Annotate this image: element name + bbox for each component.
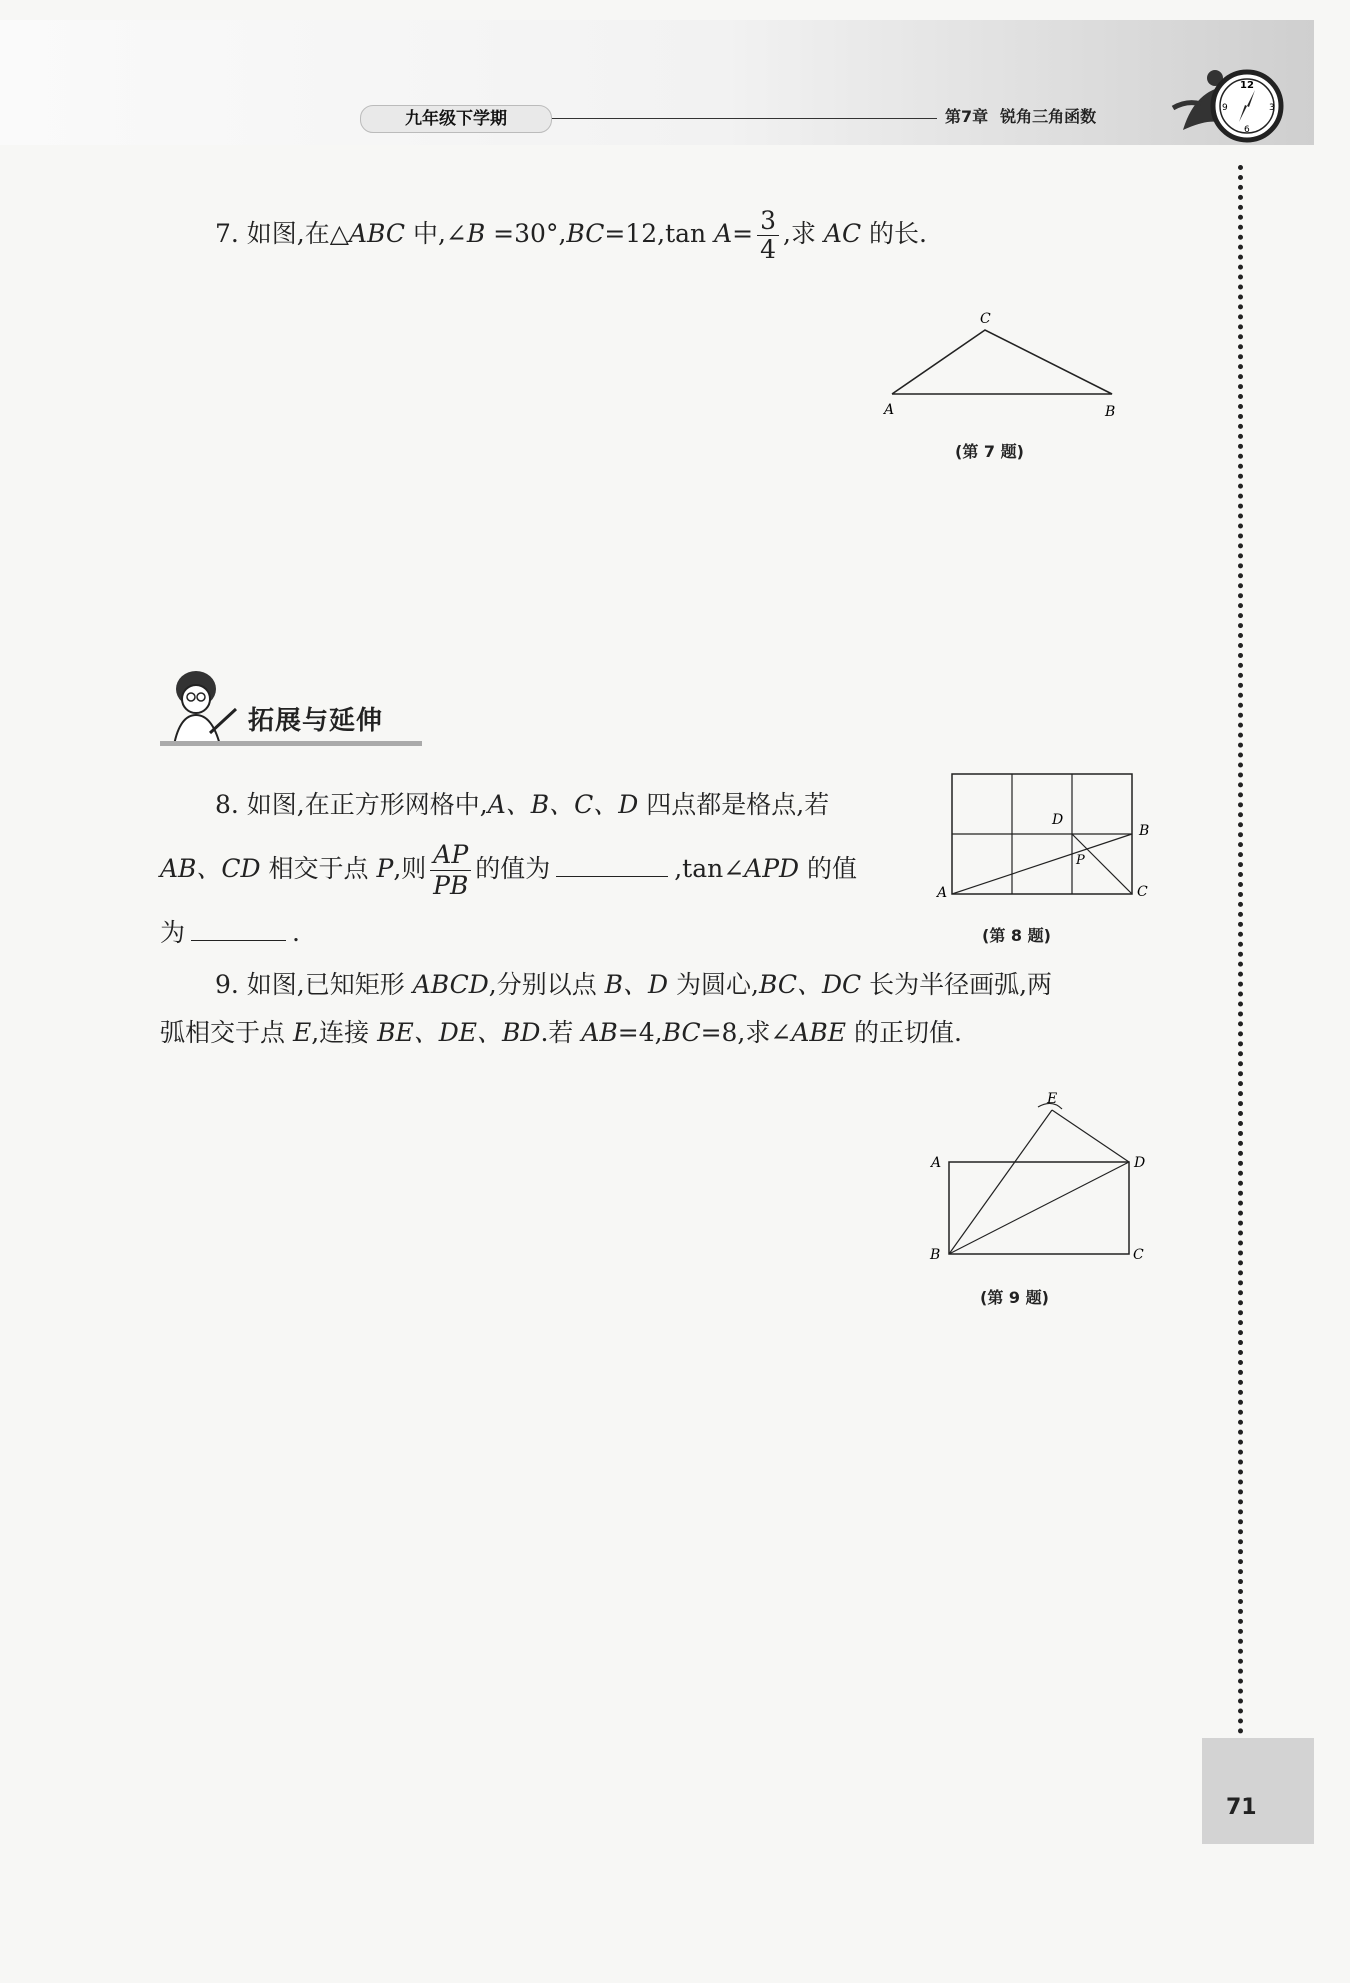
q9-text: =8,求∠ bbox=[700, 1018, 792, 1047]
fig9-label-e: E bbox=[1047, 1091, 1058, 1107]
fraction-numerator: AP bbox=[430, 840, 471, 871]
question-9-line-1 bbox=[215, 970, 1052, 1000]
question-8-line-3 bbox=[160, 918, 300, 948]
fig8-label-d: D bbox=[1052, 812, 1064, 828]
figure-8-grid bbox=[925, 765, 1150, 900]
q7-var: AC bbox=[823, 219, 862, 248]
dotted-cut-line bbox=[1238, 165, 1243, 1735]
q8-text: 为 bbox=[160, 918, 186, 947]
q9-var: AB bbox=[581, 1018, 618, 1047]
q8-text: 的值 bbox=[799, 854, 858, 883]
q9-var: BE、DE、BD bbox=[377, 1018, 541, 1047]
q8-var: P bbox=[376, 854, 394, 883]
q8-text: . bbox=[292, 918, 300, 947]
fraction-denominator: PB bbox=[433, 871, 469, 900]
q8-text: ,tan∠ bbox=[674, 854, 745, 883]
svg-text:3: 3 bbox=[1269, 103, 1275, 113]
q9-var: ABCD bbox=[412, 970, 489, 999]
clock-runner-logo-icon bbox=[1165, 60, 1285, 150]
q7-fraction bbox=[757, 207, 779, 264]
fig8-label-c: C bbox=[1137, 884, 1148, 900]
q7-var: A bbox=[714, 219, 733, 248]
chapter-title: 锐角三角函数 bbox=[1000, 107, 1097, 126]
q9-var: E bbox=[292, 1018, 312, 1047]
fraction-denominator: 4 bbox=[760, 235, 776, 264]
q8-var: AB、CD bbox=[160, 854, 261, 883]
q9-text: .若 bbox=[540, 1018, 582, 1047]
q8-text: 四点都是格点,若 bbox=[638, 790, 830, 819]
q8-var: A、B、C、D bbox=[487, 790, 639, 819]
page-tab bbox=[1202, 1738, 1314, 1844]
figure-8-caption: (第 8 题) bbox=[982, 926, 1051, 945]
q7-var: ABC bbox=[348, 219, 406, 248]
section-underline bbox=[160, 741, 422, 746]
grade-label: 九年级下学期 bbox=[360, 105, 552, 133]
figure-9-caption: (第 9 题) bbox=[980, 1288, 1049, 1307]
fig7-label-c: C bbox=[980, 311, 991, 327]
page-number: 71 bbox=[1226, 1795, 1257, 1820]
question-9-line-2 bbox=[160, 1018, 962, 1048]
answer-blank-2[interactable] bbox=[191, 940, 286, 941]
q8-text: 相交于点 bbox=[260, 854, 377, 883]
q9-text: =4, bbox=[617, 1018, 663, 1047]
svg-text:9: 9 bbox=[1222, 103, 1228, 113]
question-8-line-2 bbox=[160, 840, 857, 901]
question-8-line-1 bbox=[215, 790, 829, 820]
q9-var: BC bbox=[662, 1018, 701, 1047]
answer-blank-1[interactable] bbox=[556, 876, 668, 877]
fig9-label-a: A bbox=[931, 1155, 942, 1171]
q7-text: ,求 bbox=[783, 219, 824, 248]
q7-var: B bbox=[466, 219, 486, 248]
fraction-numerator: 3 bbox=[757, 207, 779, 236]
q7-text: 7. 如图,在△ bbox=[215, 219, 349, 248]
q8-text: 8. 如图,在正方形网格中, bbox=[215, 790, 488, 819]
q7-text: =30°, bbox=[485, 219, 567, 248]
fig8-label-b: B bbox=[1139, 823, 1150, 839]
fig8-label-p: P bbox=[1076, 853, 1085, 868]
figure-7-triangle bbox=[880, 300, 1130, 430]
q7-var: BC bbox=[566, 219, 605, 248]
fig9-label-d: D bbox=[1134, 1155, 1146, 1171]
q9-text: 9. 如图,已知矩形 bbox=[215, 970, 413, 999]
q9-var: B、D bbox=[604, 970, 669, 999]
q8-fraction bbox=[430, 840, 471, 901]
q7-text: = bbox=[732, 219, 754, 248]
fig9-label-c: C bbox=[1133, 1247, 1144, 1263]
q9-text: 为圆心, bbox=[668, 970, 759, 999]
q8-text: 的值为 bbox=[475, 854, 551, 883]
section-title: 拓展与延伸 bbox=[248, 706, 384, 736]
header-band bbox=[0, 20, 1314, 145]
header-rule bbox=[552, 118, 937, 119]
fig9-label-b: B bbox=[930, 1247, 941, 1263]
fig7-label-b: B bbox=[1105, 404, 1116, 420]
q9-var: BC、DC bbox=[759, 970, 862, 999]
fig8-label-a: A bbox=[937, 885, 948, 900]
q9-text: 长为半径画弧,两 bbox=[861, 970, 1053, 999]
question-7 bbox=[215, 207, 927, 264]
q7-text: =12,tan bbox=[604, 219, 715, 248]
figure-7-caption: (第 7 题) bbox=[955, 442, 1024, 461]
q9-var: ABE bbox=[791, 1018, 847, 1047]
svg-text:12: 12 bbox=[1240, 80, 1254, 91]
figure-9-rectangle bbox=[920, 1085, 1150, 1270]
q9-text: 的正切值. bbox=[846, 1018, 962, 1047]
fig7-label-a: A bbox=[884, 402, 895, 418]
q8-var: APD bbox=[744, 854, 800, 883]
q7-text: 中,∠ bbox=[405, 219, 467, 248]
q8-text: ,则 bbox=[393, 854, 427, 883]
q9-text: ,分别以点 bbox=[488, 970, 605, 999]
chapter-number: 第7章 bbox=[945, 107, 989, 126]
chapter-heading bbox=[945, 104, 1096, 127]
q9-text: ,连接 bbox=[311, 1018, 378, 1047]
q7-text: 的长. bbox=[861, 219, 927, 248]
svg-text:6: 6 bbox=[1244, 125, 1250, 135]
q9-text: 弧相交于点 bbox=[160, 1018, 293, 1047]
